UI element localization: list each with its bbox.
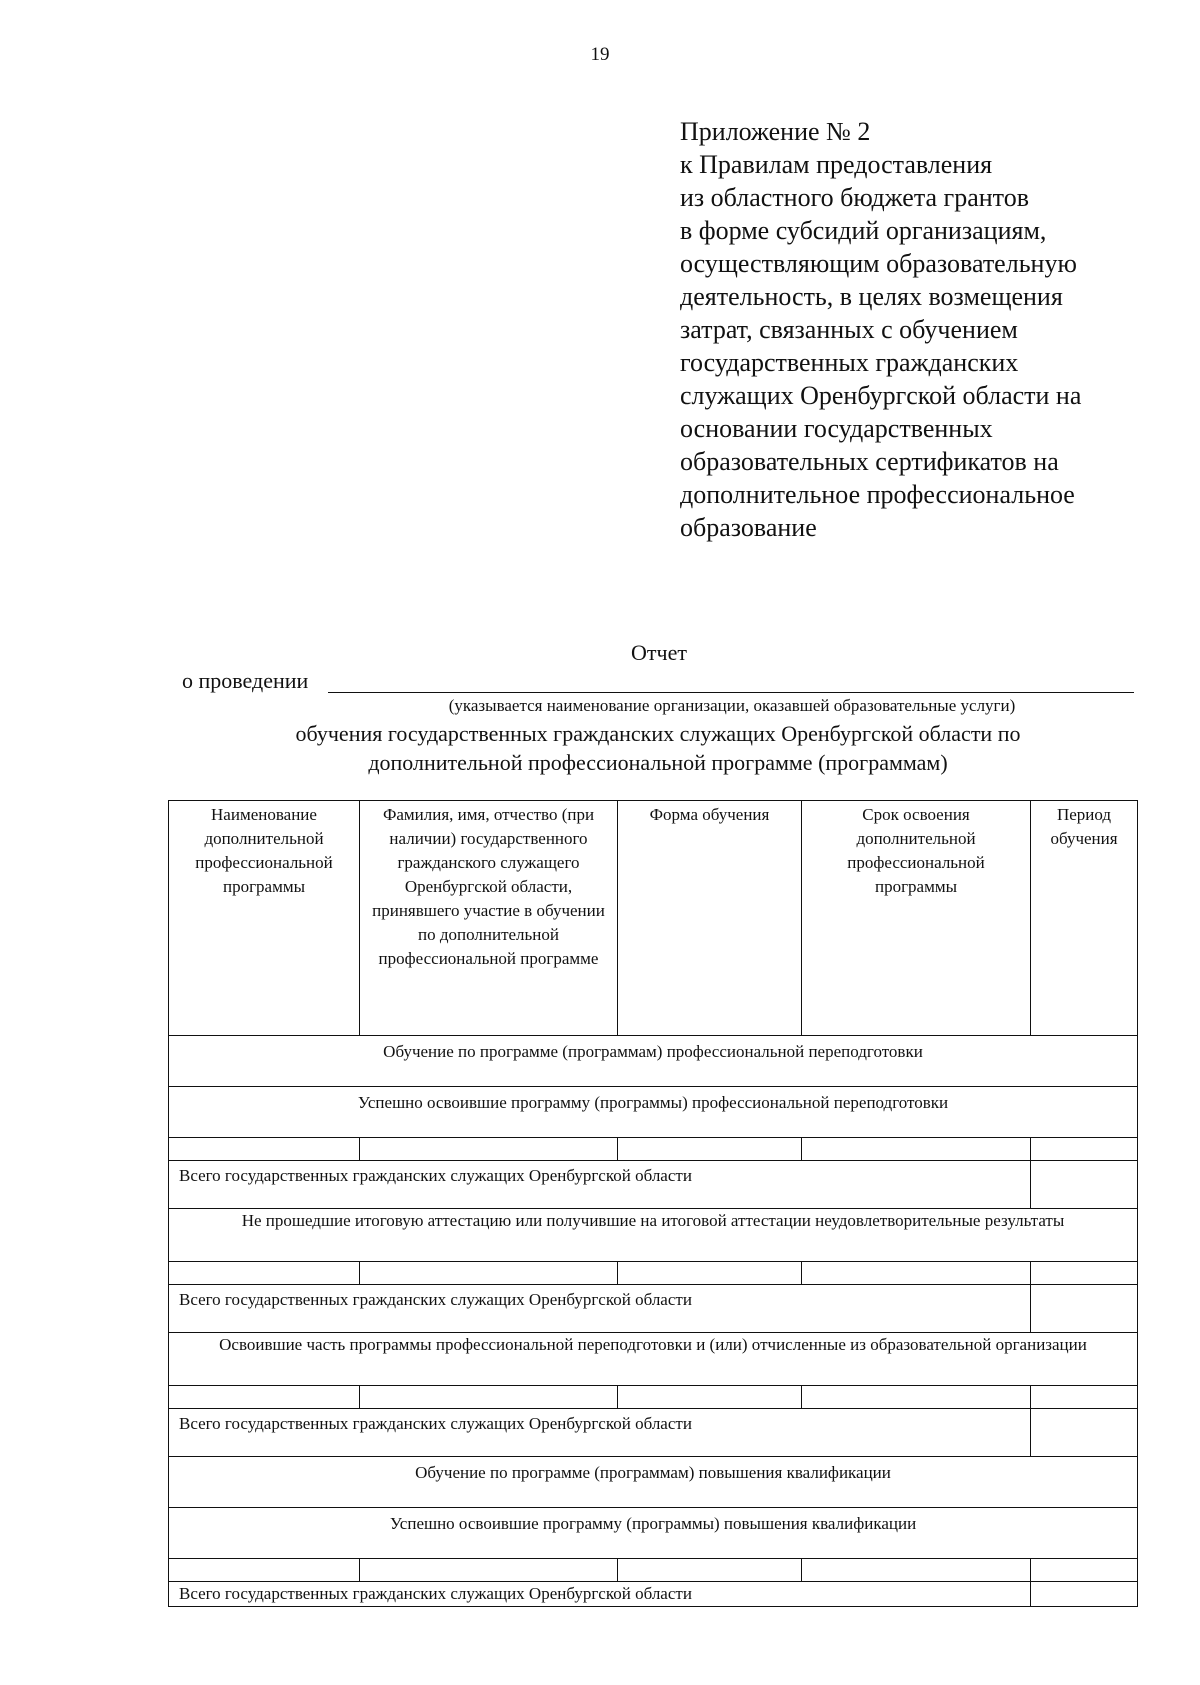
appendix-line: в форме субсидий организациям, bbox=[680, 216, 1047, 245]
table-cell bbox=[360, 1559, 618, 1582]
table-cell bbox=[802, 1559, 1031, 1582]
table-cell bbox=[169, 1262, 360, 1285]
section-retraining-success: Успешно освоившие программу (программы) профессиональной переподготовки bbox=[169, 1087, 1138, 1138]
appendix-line: служащих Оренбургской области на bbox=[680, 381, 1082, 410]
section-row bbox=[169, 1209, 1138, 1262]
total-row bbox=[169, 1161, 1138, 1209]
about-label: о проведении bbox=[182, 668, 309, 693]
header-program-name: Наименование дополнительной профессиональной программы bbox=[169, 801, 360, 1036]
section-partial: Освоившие часть программы профессиональной переподготовки и (или) отчисленные из образовательной организации bbox=[169, 1333, 1138, 1386]
table-cell bbox=[802, 1138, 1031, 1161]
appendix-line: образовательных сертификатов на bbox=[680, 447, 1059, 476]
appendix-line: Приложение № 2 bbox=[680, 117, 871, 146]
table-cell bbox=[618, 1262, 802, 1285]
table-cell bbox=[360, 1262, 618, 1285]
header-study-form: Форма обучения bbox=[618, 801, 802, 1036]
appendix-line: деятельность, в целях возмещения bbox=[680, 282, 1063, 311]
total-value bbox=[1031, 1409, 1138, 1457]
section-row bbox=[169, 1457, 1138, 1508]
appendix-line: из областного бюджета грантов bbox=[680, 183, 1029, 212]
total-label: Всего государственных гражданских служащих Оренбургской области bbox=[169, 1285, 1031, 1333]
table-header-row bbox=[169, 801, 1138, 1036]
table-cell bbox=[802, 1262, 1031, 1285]
section-qualification-success: Успешно освоившие программу (программы) повышения квалификации bbox=[169, 1508, 1138, 1559]
organization-name-blank bbox=[328, 692, 1134, 693]
appendix-line: затрат, связанных с обучением bbox=[680, 315, 1018, 344]
organization-name-hint: (указывается наименование организации, оказавшей образовательные услуги) bbox=[448, 696, 1016, 715]
report-title: Отчет bbox=[631, 640, 687, 665]
table-cell bbox=[1031, 1262, 1138, 1285]
section-row bbox=[169, 1508, 1138, 1559]
table-row bbox=[169, 1559, 1138, 1582]
section-row bbox=[169, 1036, 1138, 1087]
appendix-line: дополнительное профессиональное bbox=[680, 480, 1075, 509]
total-value bbox=[1031, 1582, 1138, 1607]
table-cell bbox=[360, 1386, 618, 1409]
report-table bbox=[168, 800, 1138, 1607]
table-cell bbox=[802, 1386, 1031, 1409]
section-retraining: Обучение по программе (программам) профессиональной переподготовки bbox=[169, 1036, 1138, 1087]
table-cell bbox=[618, 1138, 802, 1161]
appendix-header bbox=[680, 115, 1150, 544]
header-program-duration: Срок освоения дополнительной профессиональной программы bbox=[802, 801, 1031, 1036]
appendix-line: основании государственных bbox=[680, 414, 993, 443]
section-row bbox=[169, 1333, 1138, 1386]
table-cell bbox=[618, 1386, 802, 1409]
table-cell bbox=[618, 1559, 802, 1582]
total-value bbox=[1031, 1161, 1138, 1209]
total-row bbox=[169, 1285, 1138, 1333]
table-cell bbox=[1031, 1559, 1138, 1582]
section-row bbox=[169, 1087, 1138, 1138]
table-cell bbox=[1031, 1138, 1138, 1161]
header-study-period: Период обучения bbox=[1031, 801, 1138, 1036]
report-subtitle-line: дополнительной профессиональной программе (программам) bbox=[368, 750, 948, 775]
table-cell bbox=[169, 1386, 360, 1409]
total-value bbox=[1031, 1285, 1138, 1333]
table-cell bbox=[169, 1138, 360, 1161]
total-label: Всего государственных гражданских служащих Оренбургской области bbox=[169, 1582, 1031, 1607]
appendix-line: государственных гражданских bbox=[680, 348, 1019, 377]
table-row bbox=[169, 1386, 1138, 1409]
section-failed: Не прошедшие итоговую аттестацию или получившие на итоговой аттестации неудовлетворительные результаты bbox=[169, 1209, 1138, 1262]
report-subtitle-line: обучения государственных гражданских служащих Оренбургской области по bbox=[295, 721, 1021, 746]
section-qualification: Обучение по программе (программам) повышения квалификации bbox=[169, 1457, 1138, 1508]
page-number: 19 bbox=[590, 44, 610, 65]
table-row bbox=[169, 1138, 1138, 1161]
table-cell bbox=[1031, 1386, 1138, 1409]
appendix-line: образование bbox=[680, 513, 817, 542]
appendix-line: осуществляющим образовательную bbox=[680, 249, 1077, 278]
table-row bbox=[169, 1262, 1138, 1285]
table-cell bbox=[169, 1559, 360, 1582]
appendix-line: к Правилам предоставления bbox=[680, 150, 993, 179]
total-row bbox=[169, 1409, 1138, 1457]
total-label: Всего государственных гражданских служащих Оренбургской области bbox=[169, 1409, 1031, 1457]
total-label: Всего государственных гражданских служащих Оренбургской области bbox=[169, 1161, 1031, 1209]
header-full-name: Фамилия, имя, отчество (при наличии) государственного гражданского служащего Оренбургской области, принявшего участие в обучении по дополнительной профессиональной программе bbox=[360, 801, 618, 1036]
table-cell bbox=[360, 1138, 618, 1161]
total-row bbox=[169, 1582, 1138, 1607]
report-subtitle bbox=[172, 719, 1144, 777]
